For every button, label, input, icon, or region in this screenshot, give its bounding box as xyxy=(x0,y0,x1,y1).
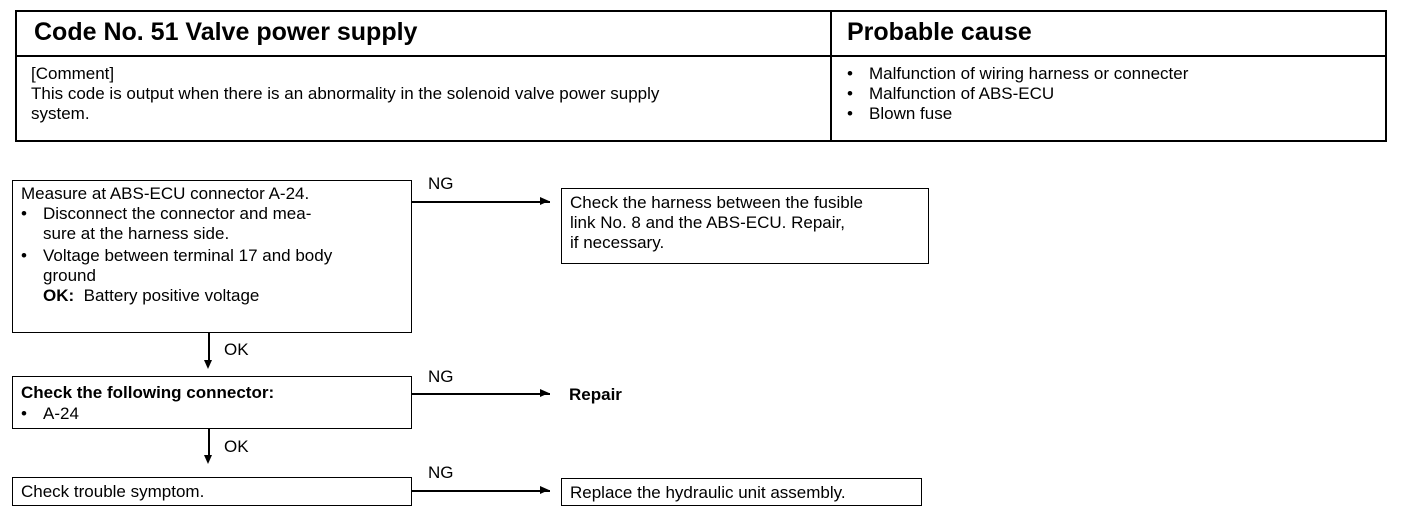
step3-title: Check trouble symptom. xyxy=(21,482,205,501)
step2-ng-arrowhead xyxy=(540,389,549,397)
ok1-arrowhead xyxy=(204,360,212,369)
step1-box xyxy=(12,180,412,333)
cause-item: • Malfunction of wiring harness or connecter xyxy=(847,64,1189,83)
step2-item: • A-24 xyxy=(21,404,79,423)
comment-line-1: This code is output when there is an abnormality in the solenoid valve power supply xyxy=(31,84,660,103)
ok2-arrow-line xyxy=(208,429,210,456)
step3-ng-arrow-line xyxy=(412,490,550,492)
step3-box xyxy=(12,477,412,506)
probable-cause-title: Probable cause xyxy=(847,18,1032,46)
step1-title: Measure at ABS-ECU connector A-24. xyxy=(21,184,310,203)
code-title: Code No. 51 Valve power supply xyxy=(34,18,418,46)
comment-line-2: system. xyxy=(31,104,90,123)
step1-bullet-1: • Disconnect the connector and mea- xyxy=(21,204,312,223)
step1-bullet-1-cont: sure at the harness side. xyxy=(43,224,230,243)
bullet-icon: • xyxy=(21,404,27,423)
step1-bullet-2-cont: ground xyxy=(43,266,96,285)
header-row-divider xyxy=(17,55,1385,57)
step3-ng-arrowhead xyxy=(540,486,549,494)
step1-ng-result-box xyxy=(561,188,929,264)
header-column-divider xyxy=(830,12,832,140)
step1-ng-line-1: Check the harness between the fusible xyxy=(570,193,863,212)
step3-ng-label: NG xyxy=(428,463,454,482)
step1-ng-line-3: if necessary. xyxy=(570,233,665,252)
cause-item: • Malfunction of ABS-ECU xyxy=(847,84,1055,103)
step2-ng-label: NG xyxy=(428,367,454,386)
step2-ng-action: Repair xyxy=(569,385,622,404)
step1-ng-arrowhead xyxy=(540,197,549,205)
step1-bullet-2: • Voltage between terminal 17 and body xyxy=(21,246,333,265)
step2-box xyxy=(12,376,412,429)
step1-ok-criteria: OK: Battery positive voltage xyxy=(43,286,260,305)
step2-title: Check the following connector: xyxy=(21,383,275,402)
bullet-icon: • xyxy=(847,64,853,83)
step2-ng-arrow-line xyxy=(412,393,550,395)
step3-ng-result-box xyxy=(561,478,922,506)
ok1-arrow-line xyxy=(208,333,210,361)
step1-ng-arrow-line xyxy=(412,201,550,203)
bullet-icon: • xyxy=(847,84,853,103)
header-table xyxy=(15,10,1387,142)
ok2-arrowhead xyxy=(204,455,212,464)
ok2-label: OK xyxy=(224,437,249,456)
comment-label: [Comment] xyxy=(31,64,115,83)
step3-ng-action: Replace the hydraulic unit assembly. xyxy=(570,483,846,502)
cause-item: • Blown fuse xyxy=(847,104,953,123)
bullet-icon: • xyxy=(21,246,27,265)
step1-ng-label: NG xyxy=(428,174,454,193)
step1-ng-line-2: link No. 8 and the ABS-ECU. Repair, xyxy=(570,213,845,232)
ok1-label: OK xyxy=(224,340,249,359)
bullet-icon: • xyxy=(847,104,853,123)
bullet-icon: • xyxy=(21,204,27,223)
